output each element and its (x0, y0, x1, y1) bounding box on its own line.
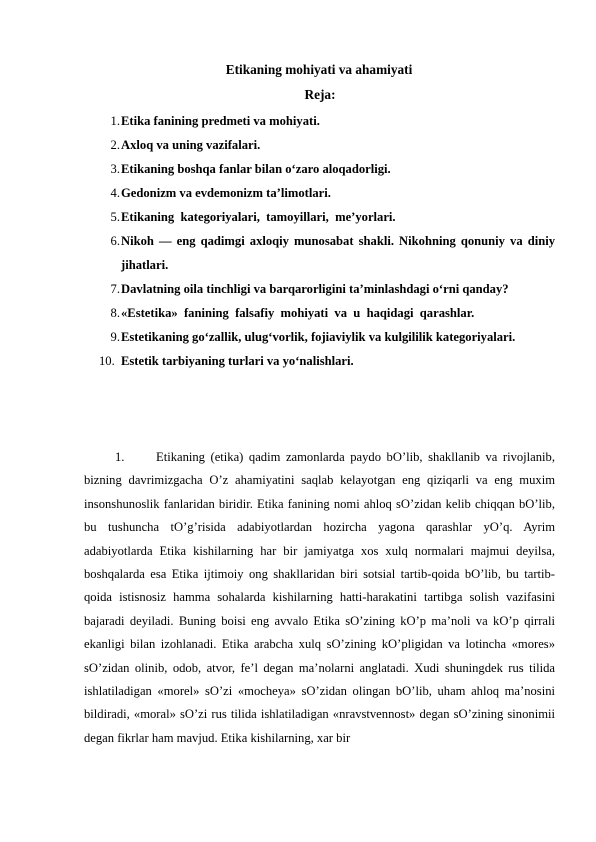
plan-item-text: Gedonizm va evdemonizm ta’limotlari. (121, 186, 331, 200)
plan-item-number: 1. (110, 114, 120, 128)
plan-item (0, 181, 596, 205)
plan-item (0, 229, 596, 277)
plan-item (0, 205, 596, 229)
plan-item-text: Estetik tarbiyaning turlari va yo‘nalishlari. (121, 354, 354, 368)
document-title: Etikaning mohiyati va ahamiyati (225, 62, 413, 77)
paragraph-text: Etikaning (etika) qadim zamonlarda paydo bO’lib, shakllanib va rivojlanib, bizning davrimizgacha O’z ahamiyatini saqlab kelayotgan eng qiziqarli va eng muxim insonshunoslik fanlaridan biridir. Etika fanining nomi ahloq sO’zidan kelib chiqqan bO’lib, bu tushuncha tO’g’risida adabiyotlardan hozircha yagona qarashlar yO’q. Ayrim adabiyotlarda Etika kishilarning har bir jamiyatga xos xulq normalari majmui deyilsa, boshqalarda esa Etika ijtimoiy ong shakllaridan biri sotsial tartib-qoida bO’lib, bu tartib-qoida istisnosiz hamma sohalarda kishilarning hatti-harakatini tartibga solish vazifasini bajaradi deyiladi. Buning boisi eng avvalo Etika sO’zining kO’p ma’noli va kO’p qirrali ekanligi bilan izohlanadi. Etika arabcha xulq sO’zining kO’pligidan va lotincha «mores» sO’zidan olinib, odob, atvor, fe’l degan ma’nolarni anglatadi. Xudi shuningdek rus tilida ishlatiladigan «morel» sO’zi «mocheya» sO’zidan olingan bO’lib, uham ahloq ma’nosini bildiradi, «moral» sO’zi rus tilida ishlatiladigan «nravstvennost» degan sO’zining sinonimii degan fikrlar ham mavjud. Etika kishilarning, xar bir (84, 450, 555, 745)
plan-item-number: 6. (110, 234, 120, 248)
plan-item-number: 8. (110, 306, 120, 320)
plan-item-number: 2. (110, 138, 120, 152)
plan-item (0, 349, 596, 373)
plan-item (0, 325, 596, 349)
plan-heading: Reja: (304, 87, 336, 102)
plan-item (0, 109, 596, 133)
plan-item (0, 157, 596, 181)
plan-item-text: Estetikaning go‘zallik, ulug‘vorlik, fojiaviylik va kulgililik kategoriyalari. (121, 330, 516, 344)
plan-item-number: 4. (110, 186, 120, 200)
plan-item-text: Nikoh — eng qadimgi axloqiy munosabat shakli. Nikohning qonuniy va diniy jihatlari. (121, 234, 555, 272)
plan-item-text: Davlatning oila tinchligi va barqarorligini ta’minlashdagi o‘rni qanday? (121, 282, 509, 296)
plan-list (0, 109, 596, 373)
body-paragraph (84, 446, 555, 750)
paragraph-number: 1. (115, 450, 125, 464)
plan-item-number: 9. (110, 330, 120, 344)
plan-item (0, 277, 596, 301)
plan-item-text: Etika fanining predmeti va mohiyati. (121, 114, 320, 128)
plan-item-text: Axloq va uning vazifalari. (121, 138, 261, 152)
plan-item (0, 301, 596, 325)
plan-item-number: 3. (110, 162, 120, 176)
plan-item-number: 7. (110, 282, 120, 296)
plan-item (0, 133, 596, 157)
plan-item-number: 5. (110, 210, 120, 224)
plan-item-number: 10. (99, 354, 115, 368)
plan-item-text: «Estetika» fanining falsafiy mohiyati va u haqidagi qarashlar. (121, 306, 475, 320)
plan-item-text: Etikaning boshqa fanlar bilan o‘zaro aloqadorligi. (121, 162, 391, 176)
plan-item-text: Etikaning kategoriyalari, tamoyillari, me’yorlari. (121, 210, 396, 224)
